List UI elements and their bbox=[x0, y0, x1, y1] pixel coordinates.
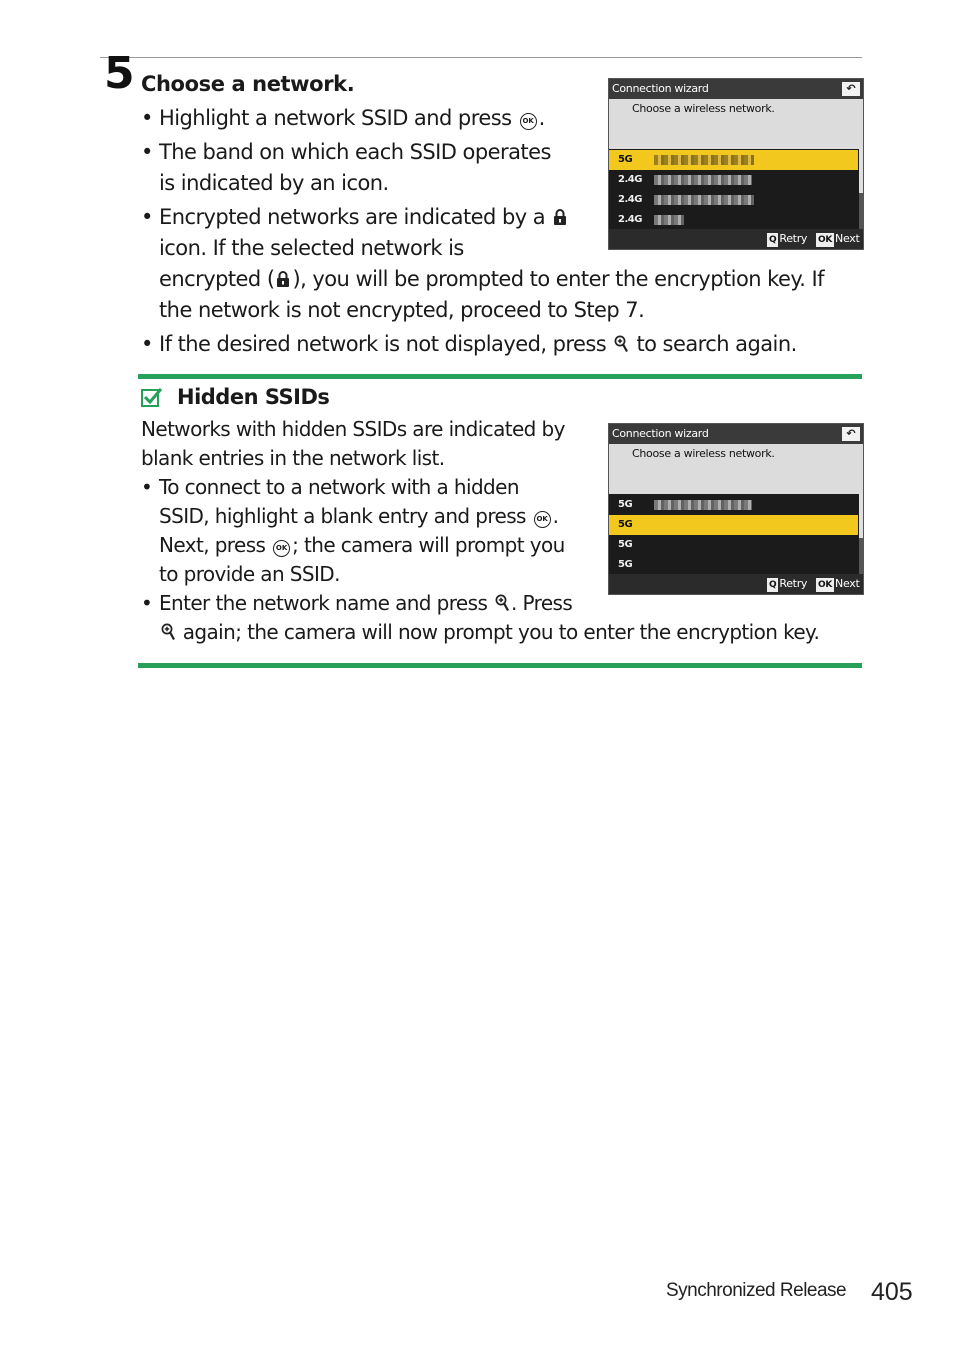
back-icon: ↶ bbox=[842, 427, 860, 441]
page-number: 405 bbox=[871, 1278, 913, 1306]
ssid-blurred bbox=[654, 195, 754, 205]
ok-key-icon: OK bbox=[818, 580, 833, 590]
band-icon: 5G bbox=[618, 154, 633, 165]
tip-bullet-1-line1: To connect to a network with a hidden bbox=[159, 475, 519, 499]
ok-button-icon: OK bbox=[273, 540, 290, 557]
network-row[interactable] bbox=[609, 170, 858, 190]
ssid-blurred bbox=[654, 155, 754, 165]
camera-screen-hidden-ssid bbox=[608, 423, 864, 595]
network-row[interactable] bbox=[609, 190, 858, 210]
lock-icon bbox=[553, 208, 567, 226]
lock-icon bbox=[276, 270, 290, 288]
bullet-4-text: If the desired network is not displayed, press to search again. bbox=[159, 332, 797, 356]
step-title: Choose a network. bbox=[141, 72, 355, 96]
tip-bullet-2-line2: again; the camera will now prompt you to enter the encryption key. bbox=[159, 618, 819, 647]
check-icon bbox=[141, 387, 163, 409]
bullet-1-text: Highlight a network SSID and press OK . bbox=[159, 106, 545, 130]
ssid-blurred bbox=[654, 215, 684, 225]
bullet-3-line3: encrypted ( ), you will be prompted to enter the encryption key. If bbox=[159, 267, 824, 291]
band-icon: 2.4G bbox=[618, 214, 642, 225]
band-icon: 5G bbox=[618, 539, 633, 550]
tip-top-bar bbox=[138, 374, 862, 379]
zoom-key-icon: Q bbox=[769, 580, 777, 590]
band-icon: 5G bbox=[618, 519, 633, 530]
next-button[interactable]: OK Next bbox=[818, 232, 860, 245]
ssid-blurred bbox=[654, 500, 752, 510]
bullet-3-line2: icon. If the selected network is bbox=[159, 236, 464, 260]
step-number: 5 bbox=[104, 48, 135, 99]
network-row-blank[interactable] bbox=[609, 535, 858, 555]
top-rule bbox=[100, 57, 862, 58]
screen-footer bbox=[609, 574, 863, 594]
screen-footer bbox=[609, 229, 863, 249]
screen-header: Connection wizard bbox=[609, 424, 863, 444]
tip-bottom-bar bbox=[138, 663, 862, 668]
footer-section-title: Synchronized Release bbox=[666, 1280, 847, 1301]
screen-header: Connection wizard bbox=[609, 79, 863, 99]
zoom-key-icon: Q bbox=[769, 235, 777, 245]
scrollbar bbox=[859, 149, 863, 229]
bullet-marker: • bbox=[141, 332, 153, 356]
retry-button[interactable]: Q Retry bbox=[769, 232, 808, 245]
network-row-blank[interactable] bbox=[609, 555, 858, 575]
network-row[interactable] bbox=[609, 495, 858, 515]
screen-prompt: Choose a wireless network. bbox=[609, 444, 863, 494]
bullet-marker: • bbox=[141, 205, 153, 229]
tip-title: Hidden SSIDs bbox=[177, 385, 330, 409]
bullet-3-line4: the network is not encrypted, proceed to Step 7. bbox=[159, 298, 645, 322]
bullet-2-line1: The band on which each SSID operates bbox=[159, 140, 551, 164]
zoom-in-icon bbox=[614, 335, 628, 353]
camera-screen-network-list bbox=[608, 78, 864, 250]
bullet-3-line1: Encrypted networks are indicated by a bbox=[159, 202, 569, 233]
bullet-marker: • bbox=[141, 106, 153, 130]
retry-button[interactable]: Q Retry bbox=[769, 577, 808, 590]
scrollbar bbox=[859, 494, 863, 574]
band-icon: 5G bbox=[618, 559, 633, 570]
back-icon: ↶ bbox=[842, 82, 860, 96]
zoom-in-icon bbox=[161, 623, 175, 641]
ssid-blurred bbox=[654, 175, 752, 185]
tip-bullet-1-line2: SSID, highlight a blank entry and press OK . bbox=[159, 504, 559, 528]
network-row-blank[interactable] bbox=[609, 515, 858, 535]
ok-button-icon: OK bbox=[520, 113, 537, 130]
tip-intro-line2: blank entries in the network list. bbox=[141, 446, 445, 470]
screen-prompt: Choose a wireless network. bbox=[609, 99, 863, 149]
ok-key-icon: OK bbox=[818, 235, 833, 245]
next-button[interactable]: OK Next bbox=[818, 577, 860, 590]
band-icon: 5G bbox=[618, 499, 633, 510]
bullet-2-line2: is indicated by an icon. bbox=[159, 171, 389, 195]
tip-intro-line1: Networks with hidden SSIDs are indicated by bbox=[141, 417, 565, 441]
band-icon: 2.4G bbox=[618, 174, 642, 185]
tip-bullet-1-line4: to provide an SSID. bbox=[159, 562, 340, 586]
bullet-marker: • bbox=[141, 591, 153, 615]
bullet-marker: • bbox=[141, 475, 153, 499]
ok-button-icon: OK bbox=[534, 511, 551, 528]
network-row[interactable] bbox=[609, 210, 858, 230]
tip-bullet-2-line1: Enter the network name and press . Press bbox=[159, 591, 573, 615]
bullet-marker: • bbox=[141, 140, 153, 164]
network-row[interactable] bbox=[609, 150, 858, 170]
zoom-in-icon bbox=[495, 594, 509, 612]
band-icon: 2.4G bbox=[618, 194, 642, 205]
tip-bullet-1-line3: Next, press OK ; the camera will prompt you bbox=[159, 533, 565, 557]
